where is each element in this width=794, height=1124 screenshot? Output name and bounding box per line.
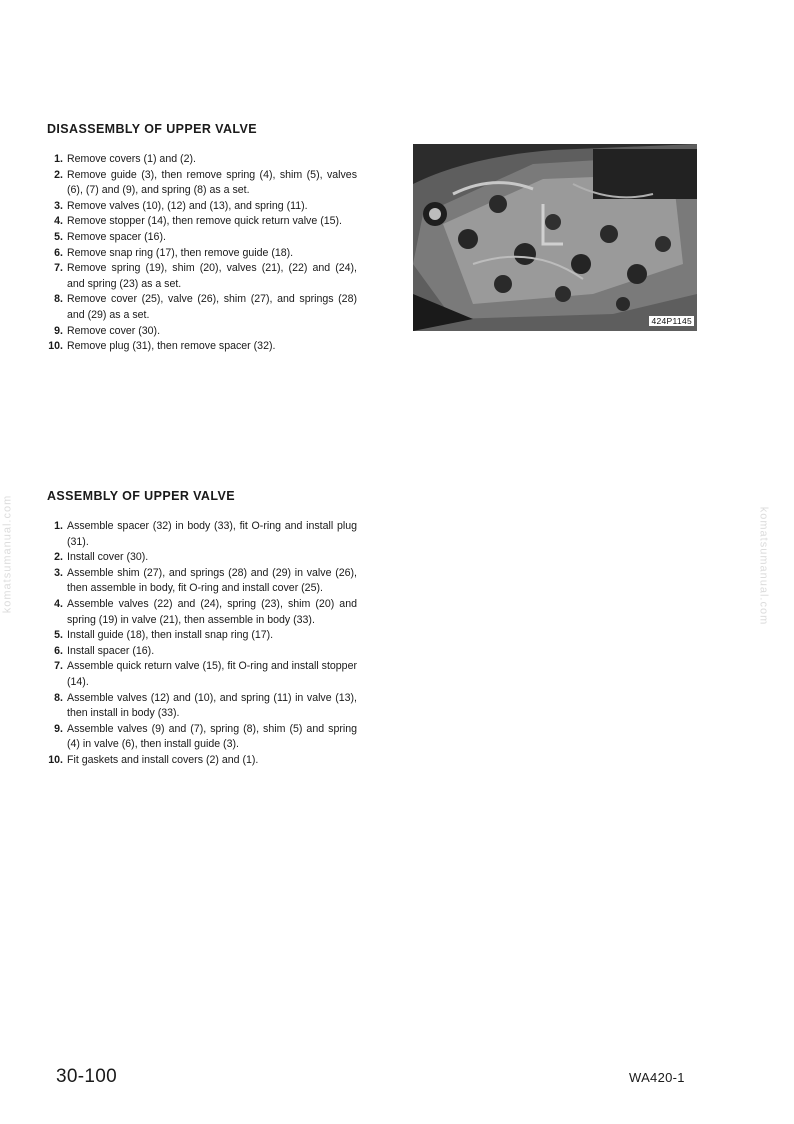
step-item: [51, 550, 357, 566]
step-text: Assemble valves (12) and (10), and spring (11) in valve (13), then install in body (33).: [67, 691, 357, 720]
page-number: 30-100: [56, 1066, 117, 1087]
step-number: 7.: [54, 660, 63, 673]
watermark-right: komatsumanual.com: [757, 506, 770, 626]
step-number: 4.: [54, 215, 63, 228]
step-item: [51, 644, 357, 660]
step-number: 3.: [54, 566, 63, 579]
step-item: [51, 659, 357, 690]
step-item: [51, 722, 357, 753]
step-number: 6.: [54, 246, 63, 259]
step-item: [51, 199, 357, 215]
step-number: 6.: [54, 644, 63, 657]
step-item: [51, 261, 357, 292]
step-text: Remove guide (3), then remove spring (4), shim (5), valves (6), (7) and (9), and spring (8) as a set.: [67, 168, 357, 197]
step-text: Remove spring (19), shim (20), valves (21), (22) and (24), and spring (23) as a set.: [67, 262, 357, 290]
step-item: [51, 597, 357, 628]
model-number: WA420-1: [629, 1070, 685, 1085]
step-item: [51, 168, 357, 199]
step-text: Assemble shim (27), and springs (28) and (29) in valve (26), then assemble in body, fit O-ring and install cover (25).: [67, 566, 357, 595]
step-item: [51, 324, 357, 340]
step-number: 1.: [54, 153, 63, 165]
step-text: Assemble valves (9) and (7), spring (8), shim (5) and spring (4) in valve (6), then install guide (3).: [67, 722, 357, 751]
step-number: 5.: [54, 629, 63, 642]
step-number: 4.: [54, 597, 63, 610]
step-number: 5.: [54, 230, 63, 243]
upper-valve-photo: [413, 144, 697, 331]
step-text: Remove cover (30).: [67, 324, 161, 337]
step-number: 10.: [48, 340, 63, 353]
disassembly-heading: DISASSEMBLY OF UPPER VALVE: [47, 122, 257, 136]
step-item: [51, 519, 357, 550]
step-item: [51, 246, 357, 262]
step-item: [51, 691, 357, 722]
step-item: [51, 292, 357, 323]
step-number: 9.: [54, 324, 63, 337]
watermark-left: komatsumanual.com: [1, 494, 14, 614]
step-text: Assemble valves (22) and (24), spring (23), shim (20) and spring (19) in valve (21), then assemble in body (33).: [67, 597, 357, 626]
step-number: 8.: [54, 691, 63, 704]
step-number: 1.: [54, 520, 63, 532]
step-number: 7.: [54, 262, 63, 275]
step-text: Remove plug (31), then remove spacer (32).: [67, 340, 276, 353]
step-text: Assemble quick return valve (15), fit O-ring and install stopper (14).: [67, 660, 357, 688]
step-item: [51, 214, 357, 230]
step-item: [51, 230, 357, 246]
step-text: Remove spacer (16).: [67, 230, 166, 243]
step-number: 8.: [54, 293, 63, 306]
step-item: [51, 152, 357, 168]
step-number: 9.: [54, 722, 63, 735]
step-text: Remove valves (10), (12) and (13), and spring (11).: [67, 199, 308, 212]
step-number: 3.: [54, 199, 63, 212]
step-text: Assemble spacer (32) in body (33), fit O-ring and install plug (31).: [67, 520, 357, 548]
step-text: Fit gaskets and install covers (2) and (1).: [67, 753, 259, 766]
step-text: Install cover (30).: [67, 551, 149, 564]
step-number: 10.: [48, 753, 63, 766]
disassembly-step-list: [48, 152, 357, 355]
step-item: [48, 339, 357, 355]
step-number: 2.: [54, 551, 63, 564]
step-text: Install spacer (16).: [67, 644, 155, 657]
step-item: [48, 753, 357, 769]
step-text: Install guide (18), then install snap ring (17).: [67, 629, 274, 642]
valve-body-image: [413, 144, 697, 331]
step-item: [51, 566, 357, 597]
assembly-step-list: [48, 519, 357, 769]
photo-reference-label: 424P1145: [651, 316, 692, 326]
step-item: [51, 628, 357, 644]
step-text: Remove snap ring (17), then remove guide (18).: [67, 246, 294, 259]
step-text: Remove stopper (14), then remove quick return valve (15).: [67, 215, 342, 228]
step-text: Remove covers (1) and (2).: [67, 153, 196, 165]
step-text: Remove cover (25), valve (26), shim (27), and springs (28) and (29) as a set.: [67, 293, 357, 321]
assembly-heading: ASSEMBLY OF UPPER VALVE: [47, 489, 235, 503]
step-number: 2.: [54, 168, 63, 181]
